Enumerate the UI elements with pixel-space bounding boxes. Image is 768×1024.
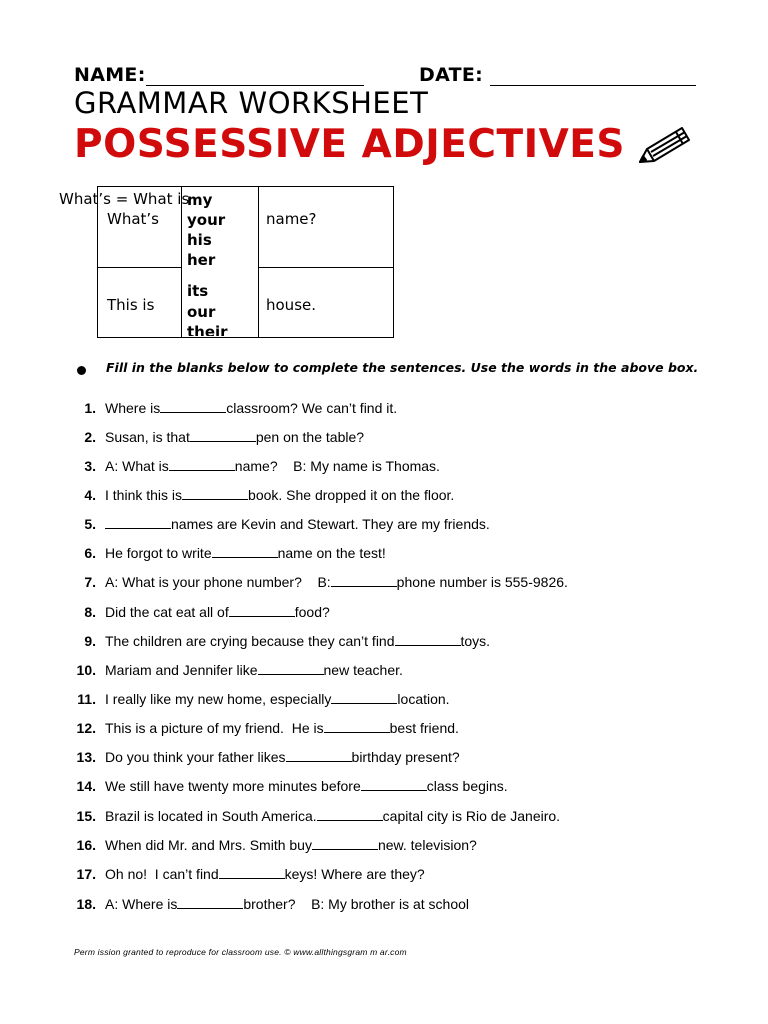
question-text-after: toys. <box>460 633 491 649</box>
question-item <box>66 399 726 419</box>
question-text-before: When did Mr. and Mrs. Smith buy <box>105 837 312 853</box>
answer-blank[interactable] <box>105 515 171 529</box>
question-text-before: A: What is <box>105 458 169 474</box>
question-item <box>66 573 726 593</box>
worksheet-title: GRAMMAR WORKSHEET <box>74 86 429 120</box>
question-item <box>66 690 726 710</box>
instructions: Fill in the blanks below to complete the sentences. Use the words in the above box. <box>106 360 699 375</box>
answer-blank[interactable] <box>182 486 248 500</box>
question-number: 4. <box>84 487 96 503</box>
question-number: 14. <box>76 778 96 794</box>
question-text-after: names are Kevin and Stewart. They are my friends. <box>171 516 490 532</box>
question-item <box>66 777 726 797</box>
question-text-after: new. television? <box>377 837 477 853</box>
answer-blank[interactable] <box>212 544 278 558</box>
answer-blank[interactable] <box>317 807 383 821</box>
table-word-her: her <box>187 251 216 269</box>
answer-blank[interactable] <box>331 573 397 587</box>
question-text-after: food? <box>294 604 330 620</box>
question-item <box>66 865 726 885</box>
question-text-before: Susan, is that <box>105 429 190 445</box>
answer-blank[interactable] <box>395 632 461 646</box>
question-text-before: A: Where is <box>105 896 178 912</box>
question-number: 16. <box>76 837 96 853</box>
table-word-its: its <box>187 282 209 300</box>
question-number: 13. <box>76 749 96 765</box>
question-number: 18. <box>76 896 96 912</box>
question-number: 3. <box>84 458 96 474</box>
bullet-icon <box>77 366 86 375</box>
question-text-before: Oh no! I can’t find <box>105 866 219 882</box>
answer-blank[interactable] <box>177 895 243 909</box>
table-cell-whats: What’s <box>107 210 159 228</box>
table-cell-this-is: This is <box>107 296 155 314</box>
pencil-icon <box>636 122 694 168</box>
name-blank[interactable] <box>146 65 364 86</box>
question-text-before: I really like my new home, especially <box>105 691 332 707</box>
question-text-before: Do you think your father likes <box>105 749 286 765</box>
question-text-after: name? B: My name is Thomas. <box>234 458 440 474</box>
worksheet-topic: POSSESSIVE ADJECTIVES <box>74 122 625 167</box>
question-item <box>66 544 726 564</box>
question-number: 15. <box>76 808 96 824</box>
question-text-after: location. <box>397 691 450 707</box>
answer-blank[interactable] <box>258 661 324 675</box>
question-text-after: name on the test! <box>277 545 386 561</box>
answer-blank[interactable] <box>312 836 378 850</box>
question-text-after: brother? B: My brother is at school <box>243 896 470 912</box>
question-item <box>66 515 726 535</box>
question-text-after: keys! Where are they? <box>284 866 425 882</box>
permission-footer: Perm ission granted to reproduce for classroom use. © www.allthingsgram m ar.com <box>74 947 407 957</box>
question-text-before: I think this is <box>105 487 183 503</box>
table-word-their: their <box>187 323 228 336</box>
question-number: 17. <box>76 866 96 882</box>
question-item <box>66 748 726 768</box>
question-number: 8. <box>84 604 96 620</box>
question-item <box>66 836 726 856</box>
answer-blank[interactable] <box>219 865 285 879</box>
question-text-after: capital city is Rio de Janeiro. <box>382 808 561 824</box>
answer-blank[interactable] <box>331 690 397 704</box>
question-text-after: classroom? We can’t find it. <box>226 400 398 416</box>
name-field <box>74 64 364 86</box>
table-word-our: our <box>187 303 216 321</box>
table-cell-house: house. <box>266 296 317 314</box>
answer-blank[interactable] <box>324 719 390 733</box>
contraction-note: What’s = What is <box>59 190 190 208</box>
question-text-before: We still have twenty more minutes before <box>105 778 361 794</box>
question-text-after: pen on the table? <box>255 429 365 445</box>
table-word-my: my <box>187 191 213 209</box>
date-blank[interactable] <box>490 65 696 86</box>
question-text-before: A: What is your phone number? B: <box>105 574 331 590</box>
question-number: 5. <box>84 516 96 532</box>
question-number: 1. <box>84 400 96 416</box>
question-text-before: Mariam and Jennifer like <box>105 662 258 678</box>
table-word-his: his <box>187 231 212 249</box>
question-number: 7. <box>84 574 96 590</box>
answer-blank[interactable] <box>160 399 226 413</box>
answer-blank[interactable] <box>229 603 295 617</box>
question-text-after: class begins. <box>426 778 508 794</box>
question-number: 6. <box>84 545 96 561</box>
table-cell-name: name? <box>266 210 317 228</box>
question-number: 11. <box>77 691 96 707</box>
question-text-after: best friend. <box>389 720 459 736</box>
name-label: NAME: <box>74 64 146 86</box>
question-item <box>66 807 726 827</box>
date-field <box>419 64 696 86</box>
answer-blank[interactable] <box>286 748 352 762</box>
question-text-before: Brazil is located in South America. <box>105 808 317 824</box>
question-item <box>66 603 726 623</box>
answer-blank[interactable] <box>169 457 235 471</box>
question-text-before: Where is <box>105 400 161 416</box>
question-item <box>66 457 726 477</box>
question-text-before: This is a picture of my friend. He is <box>105 720 324 736</box>
question-number: 12. <box>76 720 96 736</box>
question-item <box>66 661 726 681</box>
question-text-after: birthday present? <box>351 749 460 765</box>
question-item <box>66 428 726 448</box>
question-text-before: He forgot to write <box>105 545 212 561</box>
table-word-your: your <box>187 211 226 229</box>
question-item <box>66 632 726 652</box>
question-number: 9. <box>84 633 96 649</box>
question-text-after: new teacher. <box>323 662 403 678</box>
question-text-before: Did the cat eat all of <box>105 604 229 620</box>
answer-blank[interactable] <box>361 777 427 791</box>
question-item <box>66 895 726 915</box>
date-label: DATE: <box>419 64 484 86</box>
possessive-word-table <box>97 186 394 338</box>
answer-blank[interactable] <box>190 428 256 442</box>
question-number: 2. <box>84 429 96 445</box>
question-item <box>66 486 726 506</box>
question-text-after: book. She dropped it on the floor. <box>248 487 455 503</box>
question-number: 10. <box>76 662 96 678</box>
question-text-before: The children are crying because they can’t find <box>105 633 395 649</box>
question-item <box>66 719 726 739</box>
question-text-after: phone number is 555-9826. <box>396 574 568 590</box>
